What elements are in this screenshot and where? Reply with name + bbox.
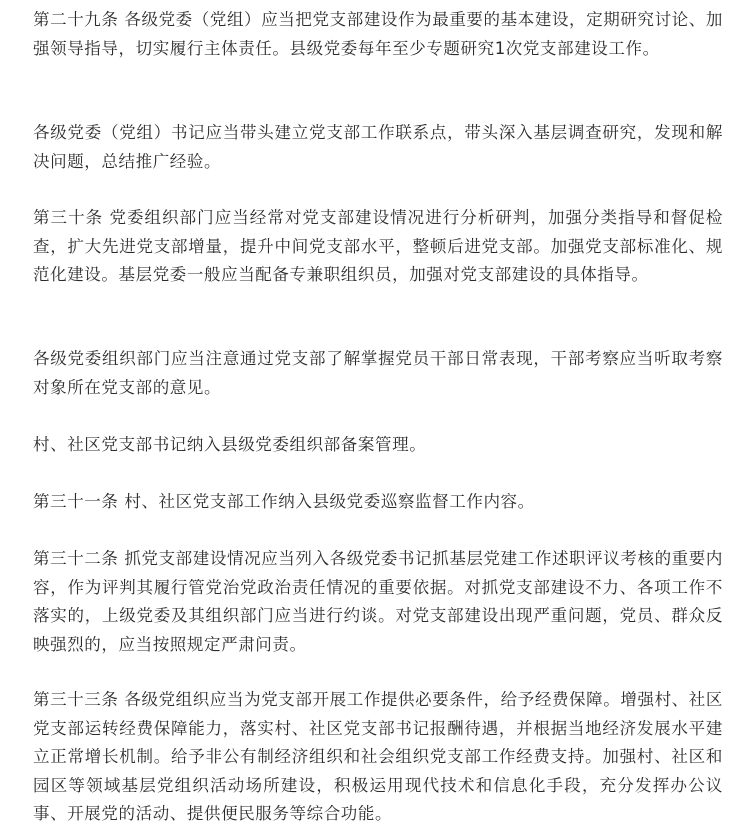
paragraph-article-30: 第三十条 党委组织部门应当经常对党支部建设情况进行分析研判，加强分类指导和督促检查，扩大先进党支部增量，提升中间党支部水平，整顿后进党支部。加强党支部标准化、规范化建设。基层党委一般应当配备专兼职组织员，加强对党支部建设的具体指导。 (33, 208, 723, 285)
paragraph-article-33: 第三十三条 各级党组织应当为党支部开展工作提供必要条件，给予经费保障。增强村、社区党支部运转经费保障能力，落实村、社区党支部书记报酬待遇，并根据当地经济发展水平建立正常增长机制。给予非公有制经济组织和社会组织党支部工作经费支持。加强村、社区和园区等领域基层党组织活动场所建设，积极运用现代技术和信息化手段，充分发挥办公议事、开展党的活动、提供便民服务等综合功能。 (33, 690, 723, 824)
paragraph-secretary-filing: 村、社区党支部书记纳入县级党委组织部备案管理。 (33, 435, 427, 454)
paragraph-article-32: 第三十二条 抓党支部建设情况应当列入各级党委书记抓基层党建工作述职评议考核的重要内容，作为评判其履行管党治党政治责任情况的重要依据。对抓党支部建设不力、各项工作不落实的，上级党委及其组织部门应当进行约谈。对党支部建设出现严重问题，党员、群众反映强烈的，应当按照规定严肃问责。 (33, 549, 723, 654)
paragraph-party-secretary-liaison: 各级党委（党组）书记应当带头建立党支部工作联系点，带头深入基层调查研究，发现和解决问题，总结推广经验。 (33, 123, 723, 171)
paragraph-article-31: 第三十一条 村、社区党支部工作纳入县级党委巡察监督工作内容。 (33, 492, 535, 511)
paragraph-cadre-inspection: 各级党委组织部门应当注意通过党支部了解掌握党员干部日常表现，干部考察应当听取考察对象所在党支部的意见。 (33, 349, 723, 397)
paragraph-article-29: 第二十九条 各级党委（党组）应当把党支部建设作为最重要的基本建设，定期研究讨论、加强领导指导，切实履行主体责任。县级党委每年至少专题研究1次党支部建设工作。 (33, 10, 723, 58)
